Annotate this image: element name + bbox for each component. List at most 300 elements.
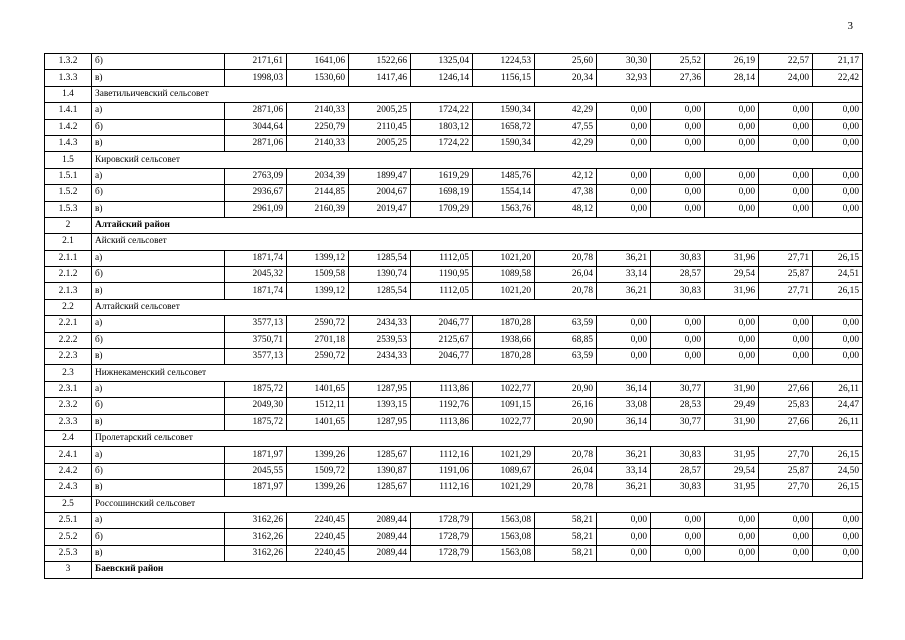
value-cell: 20,78 [535, 447, 597, 463]
table-row [45, 250, 863, 266]
value-cell: 1390,87 [349, 463, 411, 479]
row-code: 2.5.3 [45, 545, 92, 561]
value-cell: 0,00 [705, 529, 759, 545]
value-cell: 1113,86 [411, 381, 473, 397]
value-cell: 31,96 [705, 250, 759, 266]
value-cell: 1871,74 [225, 283, 287, 299]
value-cell: 1870,28 [473, 316, 535, 332]
value-cell: 22,57 [759, 54, 813, 70]
value-cell: 0,00 [651, 135, 705, 151]
value-cell: 0,00 [759, 185, 813, 201]
value-cell: 27,71 [759, 250, 813, 266]
value-cell: 1875,72 [225, 414, 287, 430]
row-code: 2.5.1 [45, 512, 92, 528]
row-code: 1.3.2 [45, 54, 92, 70]
value-cell: 2110,45 [349, 119, 411, 135]
row-code: 2.1.3 [45, 283, 92, 299]
value-cell: 30,77 [651, 381, 705, 397]
settlement-title: Заветильичевский сельсовет [92, 86, 863, 102]
value-cell: 3162,26 [225, 512, 287, 528]
row-variant: б) [92, 398, 225, 414]
district-row [45, 217, 863, 233]
value-cell: 0,00 [597, 135, 651, 151]
table-row [45, 119, 863, 135]
row-code: 3 [45, 562, 92, 578]
value-cell: 1399,12 [287, 250, 349, 266]
value-cell: 3044,64 [225, 119, 287, 135]
value-cell: 1512,11 [287, 398, 349, 414]
value-cell: 30,83 [651, 480, 705, 496]
value-cell: 26,16 [535, 398, 597, 414]
value-cell: 1590,34 [473, 103, 535, 119]
table-row [45, 545, 863, 561]
value-cell: 0,00 [597, 316, 651, 332]
value-cell: 42,29 [535, 135, 597, 151]
row-variant: в) [92, 135, 225, 151]
value-cell: 26,04 [535, 463, 597, 479]
value-cell: 2089,44 [349, 529, 411, 545]
value-cell: 1899,47 [349, 168, 411, 184]
value-cell: 1938,66 [473, 332, 535, 348]
value-cell: 1530,60 [287, 70, 349, 86]
value-cell: 22,42 [813, 70, 863, 86]
value-cell: 1191,06 [411, 463, 473, 479]
value-cell: 0,00 [597, 349, 651, 365]
value-cell: 25,60 [535, 54, 597, 70]
value-cell: 0,00 [759, 201, 813, 217]
value-cell: 26,19 [705, 54, 759, 70]
value-cell: 2250,79 [287, 119, 349, 135]
value-cell: 1224,53 [473, 54, 535, 70]
value-cell: 47,55 [535, 119, 597, 135]
value-cell: 0,00 [759, 332, 813, 348]
value-cell: 25,87 [759, 463, 813, 479]
value-cell: 2004,67 [349, 185, 411, 201]
value-cell: 0,00 [597, 168, 651, 184]
table-row [45, 201, 863, 217]
value-cell: 1287,95 [349, 381, 411, 397]
value-cell: 2434,33 [349, 316, 411, 332]
row-code: 2.2 [45, 299, 92, 315]
value-cell: 2240,45 [287, 512, 349, 528]
value-cell: 1485,76 [473, 168, 535, 184]
settlement-row [45, 234, 863, 250]
value-cell: 25,52 [651, 54, 705, 70]
value-cell: 2005,25 [349, 135, 411, 151]
value-cell: 27,70 [759, 480, 813, 496]
value-cell: 0,00 [705, 103, 759, 119]
value-cell: 1590,34 [473, 135, 535, 151]
value-cell: 0,00 [705, 545, 759, 561]
table-row [45, 529, 863, 545]
value-cell: 1285,67 [349, 480, 411, 496]
value-cell: 27,70 [759, 447, 813, 463]
settlement-title: Пролетарский сельсовет [92, 430, 863, 446]
value-cell: 1112,16 [411, 447, 473, 463]
value-cell: 25,83 [759, 398, 813, 414]
tariff-table [44, 53, 863, 579]
value-cell: 26,04 [535, 267, 597, 283]
value-cell: 1509,72 [287, 463, 349, 479]
value-cell: 2045,32 [225, 267, 287, 283]
row-code: 2.5.2 [45, 529, 92, 545]
value-cell: 2140,33 [287, 103, 349, 119]
district-title: Баевский район [92, 562, 863, 578]
value-cell: 0,00 [705, 349, 759, 365]
value-cell: 0,00 [705, 316, 759, 332]
value-cell: 2005,25 [349, 103, 411, 119]
row-code: 1.4.1 [45, 103, 92, 119]
value-cell: 24,00 [759, 70, 813, 86]
value-cell: 1563,08 [473, 529, 535, 545]
value-cell: 0,00 [759, 349, 813, 365]
value-cell: 0,00 [651, 185, 705, 201]
value-cell: 58,21 [535, 545, 597, 561]
value-cell: 1285,54 [349, 250, 411, 266]
table-row [45, 168, 863, 184]
row-variant: а) [92, 512, 225, 528]
value-cell: 26,15 [813, 283, 863, 299]
settlement-title: Айский сельсовет [92, 234, 863, 250]
table-row [45, 185, 863, 201]
value-cell: 26,15 [813, 250, 863, 266]
value-cell: 1021,29 [473, 480, 535, 496]
value-cell: 20,90 [535, 414, 597, 430]
value-cell: 36,21 [597, 447, 651, 463]
row-code: 1.5.3 [45, 201, 92, 217]
settlement-row [45, 496, 863, 512]
value-cell: 2049,30 [225, 398, 287, 414]
value-cell: 0,00 [813, 135, 863, 151]
value-cell: 1156,15 [473, 70, 535, 86]
value-cell: 1112,05 [411, 283, 473, 299]
value-cell: 2089,44 [349, 512, 411, 528]
value-cell: 2590,72 [287, 316, 349, 332]
value-cell: 30,83 [651, 250, 705, 266]
value-cell: 28,57 [651, 267, 705, 283]
table-row [45, 398, 863, 414]
value-cell: 1190,95 [411, 267, 473, 283]
value-cell: 47,38 [535, 185, 597, 201]
value-cell: 2089,44 [349, 545, 411, 561]
value-cell: 1091,15 [473, 398, 535, 414]
value-cell: 1325,04 [411, 54, 473, 70]
value-cell: 1113,86 [411, 414, 473, 430]
value-cell: 2936,67 [225, 185, 287, 201]
value-cell: 36,14 [597, 414, 651, 430]
value-cell: 1192,76 [411, 398, 473, 414]
value-cell: 0,00 [759, 135, 813, 151]
table-row [45, 135, 863, 151]
value-cell: 36,21 [597, 480, 651, 496]
value-cell: 1871,97 [225, 447, 287, 463]
value-cell: 0,00 [651, 168, 705, 184]
row-variant: б) [92, 185, 225, 201]
value-cell: 1390,74 [349, 267, 411, 283]
table-body [45, 54, 863, 579]
value-cell: 0,00 [813, 201, 863, 217]
value-cell: 1709,29 [411, 201, 473, 217]
settlement-title: Кировский сельсовет [92, 152, 863, 168]
value-cell: 2140,33 [287, 135, 349, 151]
value-cell: 29,54 [705, 463, 759, 479]
row-code: 1.4 [45, 86, 92, 102]
value-cell: 1728,79 [411, 545, 473, 561]
value-cell: 26,11 [813, 414, 863, 430]
value-cell: 0,00 [597, 185, 651, 201]
settlement-row [45, 365, 863, 381]
value-cell: 1698,19 [411, 185, 473, 201]
value-cell: 2125,67 [411, 332, 473, 348]
value-cell: 2763,09 [225, 168, 287, 184]
value-cell: 1021,20 [473, 250, 535, 266]
value-cell: 24,50 [813, 463, 863, 479]
value-cell: 20,78 [535, 250, 597, 266]
table-row [45, 447, 863, 463]
value-cell: 31,90 [705, 381, 759, 397]
value-cell: 3750,71 [225, 332, 287, 348]
value-cell: 0,00 [651, 316, 705, 332]
row-code: 1.4.2 [45, 119, 92, 135]
value-cell: 1728,79 [411, 529, 473, 545]
value-cell: 1246,14 [411, 70, 473, 86]
row-variant: б) [92, 332, 225, 348]
value-cell: 0,00 [651, 201, 705, 217]
value-cell: 1724,22 [411, 135, 473, 151]
value-cell: 24,47 [813, 398, 863, 414]
value-cell: 0,00 [813, 349, 863, 365]
row-code: 1.5.1 [45, 168, 92, 184]
value-cell: 0,00 [759, 529, 813, 545]
value-cell: 1522,66 [349, 54, 411, 70]
value-cell: 0,00 [651, 529, 705, 545]
value-cell: 0,00 [705, 135, 759, 151]
value-cell: 2171,61 [225, 54, 287, 70]
row-code: 2.1 [45, 234, 92, 250]
settlement-title: Алтайский сельсовет [92, 299, 863, 315]
row-variant: а) [92, 103, 225, 119]
table-row [45, 332, 863, 348]
value-cell: 2590,72 [287, 349, 349, 365]
value-cell: 1285,67 [349, 447, 411, 463]
value-cell: 2034,39 [287, 168, 349, 184]
table-row [45, 103, 863, 119]
value-cell: 1871,97 [225, 480, 287, 496]
row-code: 2.4.3 [45, 480, 92, 496]
row-code: 2.2.2 [45, 332, 92, 348]
value-cell: 1724,22 [411, 103, 473, 119]
value-cell: 0,00 [813, 168, 863, 184]
value-cell: 42,12 [535, 168, 597, 184]
value-cell: 21,17 [813, 54, 863, 70]
value-cell: 0,00 [651, 545, 705, 561]
value-cell: 29,49 [705, 398, 759, 414]
value-cell: 1285,54 [349, 283, 411, 299]
value-cell: 33,14 [597, 267, 651, 283]
row-code: 2.2.1 [45, 316, 92, 332]
value-cell: 0,00 [759, 512, 813, 528]
value-cell: 3162,26 [225, 545, 287, 561]
value-cell: 31,95 [705, 447, 759, 463]
value-cell: 2871,06 [225, 103, 287, 119]
value-cell: 0,00 [705, 168, 759, 184]
value-cell: 2701,18 [287, 332, 349, 348]
table-row [45, 480, 863, 496]
row-code: 1.5 [45, 152, 92, 168]
value-cell: 36,14 [597, 381, 651, 397]
value-cell: 2046,77 [411, 316, 473, 332]
value-cell: 3162,26 [225, 529, 287, 545]
value-cell: 1022,77 [473, 381, 535, 397]
value-cell: 0,00 [813, 332, 863, 348]
value-cell: 27,66 [759, 414, 813, 430]
district-row [45, 562, 863, 578]
value-cell: 24,51 [813, 267, 863, 283]
value-cell: 0,00 [651, 103, 705, 119]
value-cell: 58,21 [535, 529, 597, 545]
row-code: 2.4.2 [45, 463, 92, 479]
value-cell: 0,00 [651, 349, 705, 365]
row-variant: а) [92, 316, 225, 332]
value-cell: 29,54 [705, 267, 759, 283]
table-row [45, 70, 863, 86]
value-cell: 2240,45 [287, 545, 349, 561]
row-code: 2.5 [45, 496, 92, 512]
value-cell: 2045,55 [225, 463, 287, 479]
row-variant: в) [92, 70, 225, 86]
row-variant: а) [92, 168, 225, 184]
page-number: 3 [847, 20, 853, 32]
value-cell: 1089,58 [473, 267, 535, 283]
value-cell: 1875,72 [225, 381, 287, 397]
value-cell: 48,12 [535, 201, 597, 217]
value-cell: 0,00 [813, 545, 863, 561]
value-cell: 3577,13 [225, 316, 287, 332]
value-cell: 1089,67 [473, 463, 535, 479]
value-cell: 0,00 [759, 103, 813, 119]
value-cell: 27,66 [759, 381, 813, 397]
value-cell: 28,53 [651, 398, 705, 414]
row-variant: б) [92, 119, 225, 135]
value-cell: 2144,85 [287, 185, 349, 201]
value-cell: 2434,33 [349, 349, 411, 365]
table-row [45, 463, 863, 479]
value-cell: 30,30 [597, 54, 651, 70]
row-code: 2.4.1 [45, 447, 92, 463]
value-cell: 0,00 [813, 185, 863, 201]
row-code: 2.3 [45, 365, 92, 381]
value-cell: 25,87 [759, 267, 813, 283]
value-cell: 0,00 [705, 512, 759, 528]
value-cell: 26,11 [813, 381, 863, 397]
value-cell: 1021,29 [473, 447, 535, 463]
value-cell: 27,71 [759, 283, 813, 299]
row-variant: в) [92, 480, 225, 496]
row-variant: б) [92, 463, 225, 479]
value-cell: 2961,09 [225, 201, 287, 217]
value-cell: 2160,39 [287, 201, 349, 217]
row-variant: а) [92, 381, 225, 397]
row-code: 2.1.1 [45, 250, 92, 266]
row-variant: в) [92, 349, 225, 365]
value-cell: 33,08 [597, 398, 651, 414]
row-code: 2.3.2 [45, 398, 92, 414]
value-cell: 1401,65 [287, 414, 349, 430]
table-row [45, 512, 863, 528]
row-code: 1.3.3 [45, 70, 92, 86]
value-cell: 0,00 [597, 119, 651, 135]
table-row [45, 54, 863, 70]
value-cell: 2871,06 [225, 135, 287, 151]
value-cell: 0,00 [597, 201, 651, 217]
value-cell: 1563,76 [473, 201, 535, 217]
value-cell: 1619,29 [411, 168, 473, 184]
value-cell: 0,00 [759, 168, 813, 184]
value-cell: 0,00 [813, 316, 863, 332]
value-cell: 0,00 [759, 545, 813, 561]
value-cell: 0,00 [813, 119, 863, 135]
settlement-row [45, 152, 863, 168]
value-cell: 1112,05 [411, 250, 473, 266]
value-cell: 30,77 [651, 414, 705, 430]
value-cell: 0,00 [705, 185, 759, 201]
value-cell: 1563,08 [473, 512, 535, 528]
value-cell: 1509,58 [287, 267, 349, 283]
value-cell: 68,85 [535, 332, 597, 348]
table-row [45, 381, 863, 397]
value-cell: 1112,16 [411, 480, 473, 496]
value-cell: 20,90 [535, 381, 597, 397]
value-cell: 31,95 [705, 480, 759, 496]
value-cell: 0,00 [597, 332, 651, 348]
value-cell: 36,21 [597, 283, 651, 299]
value-cell: 2240,45 [287, 529, 349, 545]
settlement-row [45, 430, 863, 446]
value-cell: 20,78 [535, 480, 597, 496]
district-title: Алтайский район [92, 217, 863, 233]
table-row [45, 283, 863, 299]
value-cell: 1563,08 [473, 545, 535, 561]
value-cell: 33,14 [597, 463, 651, 479]
value-cell: 0,00 [813, 529, 863, 545]
value-cell: 63,59 [535, 349, 597, 365]
value-cell: 1417,46 [349, 70, 411, 86]
row-variant: б) [92, 54, 225, 70]
value-cell: 31,90 [705, 414, 759, 430]
row-variant: в) [92, 545, 225, 561]
value-cell: 0,00 [597, 545, 651, 561]
value-cell: 20,34 [535, 70, 597, 86]
value-cell: 1393,15 [349, 398, 411, 414]
table-row [45, 349, 863, 365]
value-cell: 42,29 [535, 103, 597, 119]
value-cell: 1399,12 [287, 283, 349, 299]
value-cell: 1870,28 [473, 349, 535, 365]
value-cell: 0,00 [705, 201, 759, 217]
value-cell: 26,15 [813, 480, 863, 496]
value-cell: 2046,77 [411, 349, 473, 365]
value-cell: 1401,65 [287, 381, 349, 397]
row-variant: а) [92, 447, 225, 463]
value-cell: 3577,13 [225, 349, 287, 365]
value-cell: 1287,95 [349, 414, 411, 430]
value-cell: 28,14 [705, 70, 759, 86]
value-cell: 1871,74 [225, 250, 287, 266]
settlement-title: Нижнекаменский сельсовет [92, 365, 863, 381]
value-cell: 58,21 [535, 512, 597, 528]
value-cell: 0,00 [651, 512, 705, 528]
value-cell: 30,83 [651, 283, 705, 299]
